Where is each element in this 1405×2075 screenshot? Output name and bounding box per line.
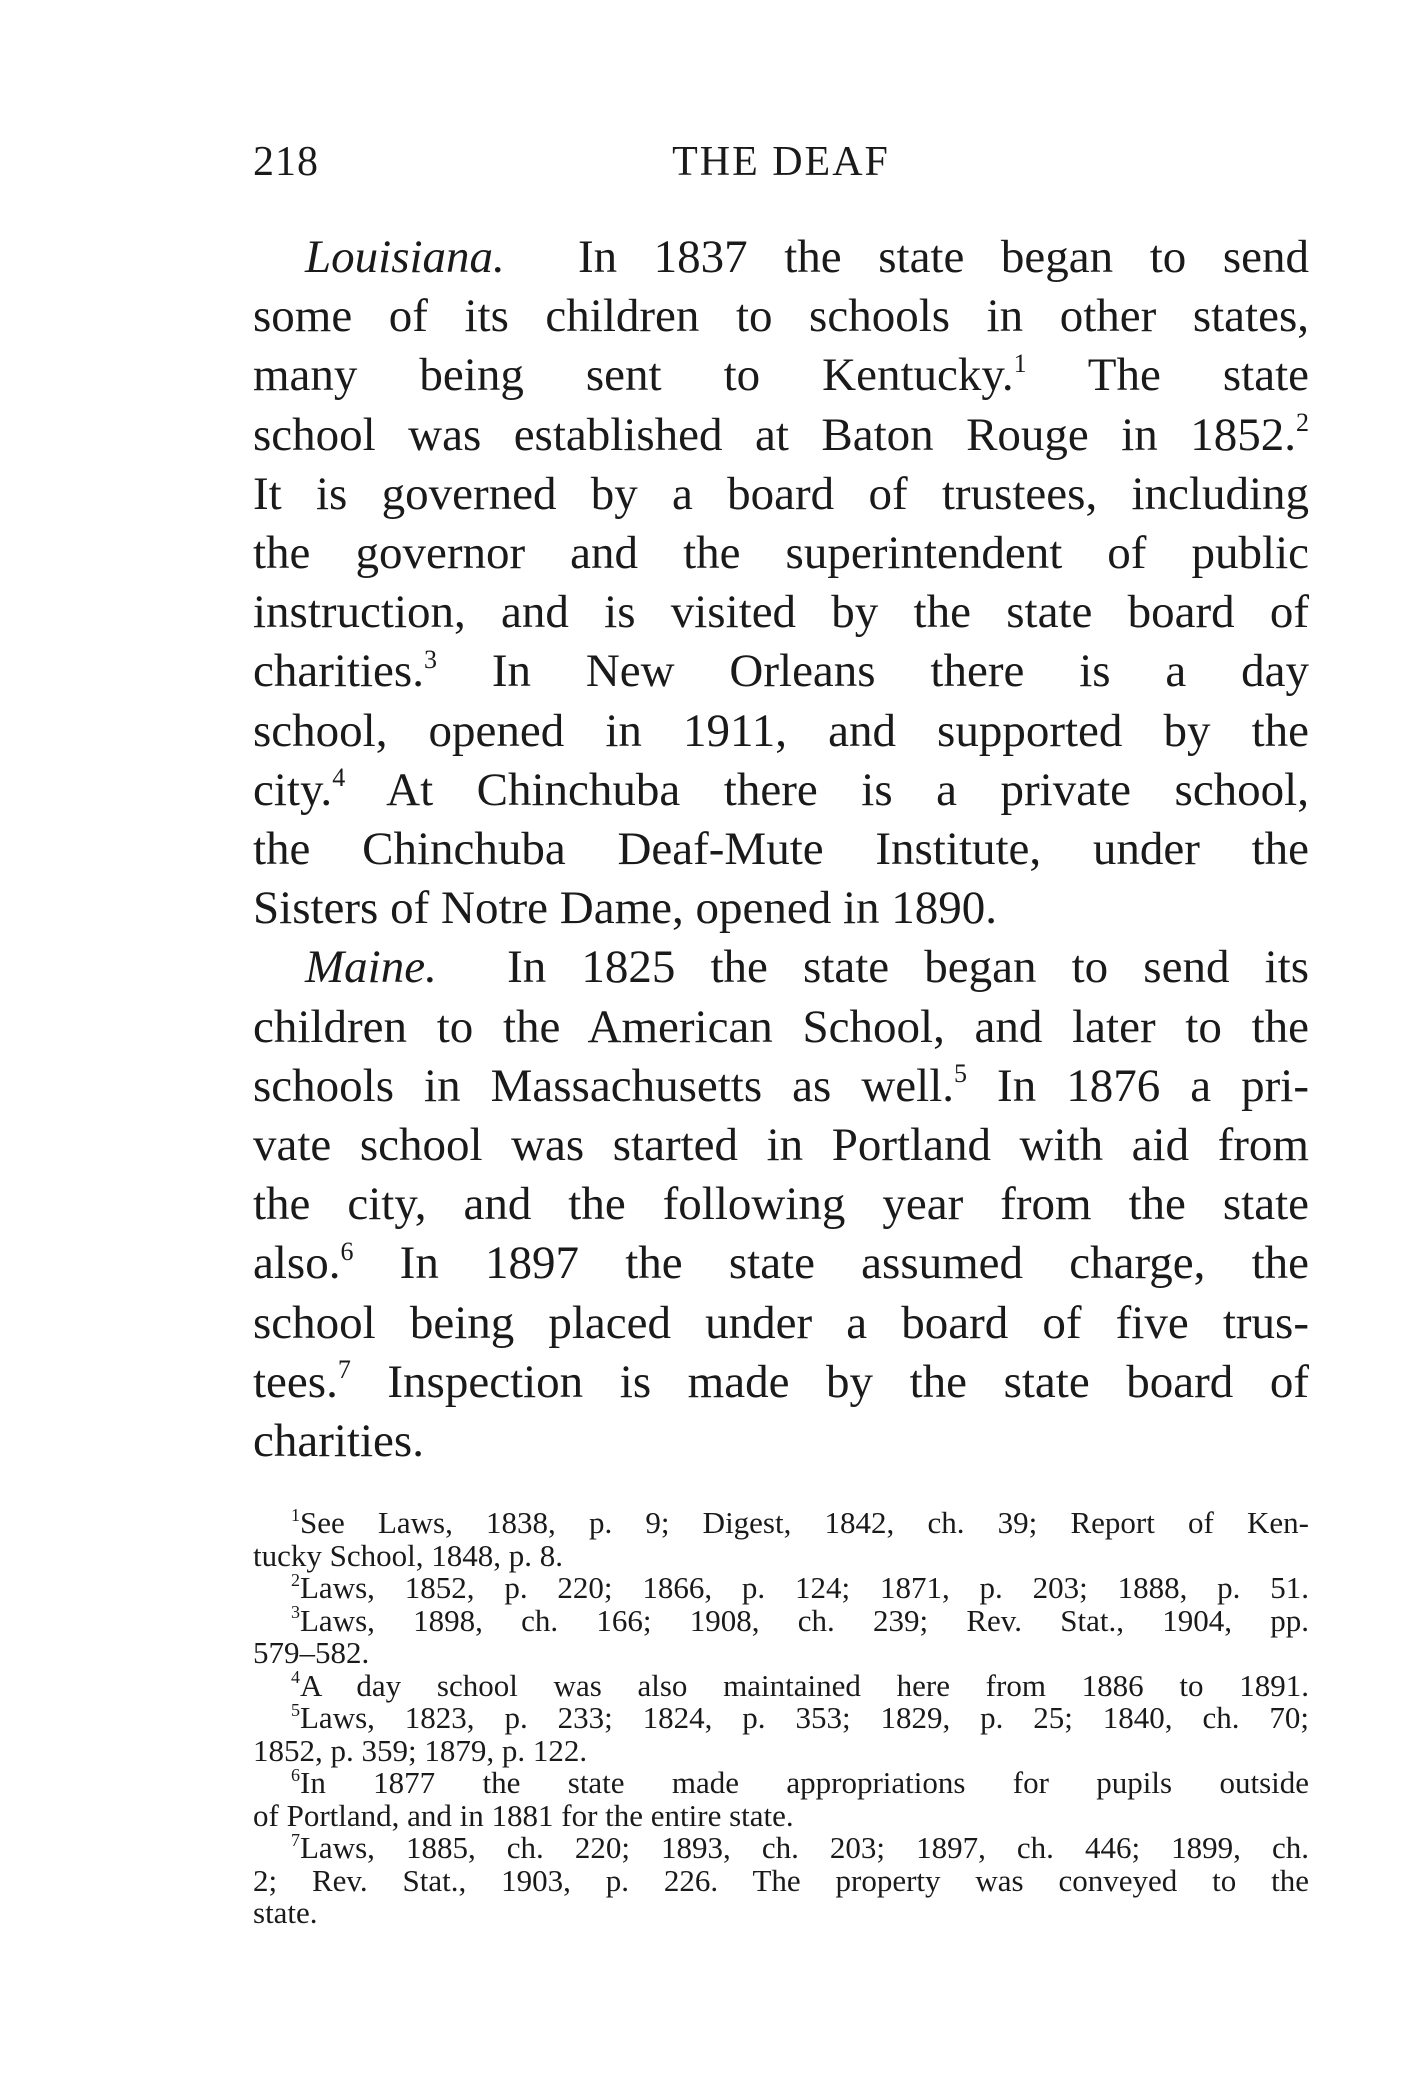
footnote-4: $^4$A day school was also maintained here from 1886 to 1891. bbox=[291, 1667, 1309, 1703]
body-text bbox=[253, 228, 1309, 1471]
footnote-3: $^3$Laws, 1898, ch. 166; 1908, ch. 239; Rev. Stat., 1904, pp. bbox=[291, 1602, 1309, 1638]
footnote-ref[interactable]: 4 bbox=[332, 763, 346, 793]
text-line: instruction, and is visited by the state board of bbox=[253, 586, 1309, 639]
footnote-ref[interactable]: 7 bbox=[337, 1355, 351, 1385]
footnote-6: $^6$In 1877 the state made appropriations for pupils outside bbox=[291, 1764, 1309, 1800]
footnote-1: $^1$See Laws, 1838, p. 9; Digest, 1842, ch. 39; Report of Ken- bbox=[291, 1504, 1309, 1540]
footnote-line: 1852, p. 359; 1879, p. 122. bbox=[253, 1732, 588, 1768]
footnote-marker: 3 bbox=[291, 1602, 300, 1623]
text-line: charities.$^3$ In New Orleans there is a day bbox=[253, 644, 1310, 698]
running-title: THE DEAF bbox=[672, 139, 890, 185]
text-line: many being sent to Kentucky.$^1$ The state bbox=[253, 348, 1309, 402]
footnote-line: of Portland, and in 1881 for the entire state. bbox=[253, 1797, 794, 1833]
footnote-ref[interactable]: 6 bbox=[340, 1236, 354, 1266]
footnote-ref[interactable]: 1 bbox=[1013, 348, 1027, 378]
footnote-ref[interactable]: 3 bbox=[423, 644, 437, 674]
text-line: school, opened in 1911, and supported by the bbox=[253, 704, 1309, 757]
footnote-line: state. bbox=[253, 1895, 318, 1930]
footnote-marker: 6 bbox=[291, 1764, 300, 1785]
footnote-marker: 1 bbox=[291, 1504, 300, 1525]
footnotes bbox=[253, 1504, 1309, 1930]
text-line: the governor and the superintendent of public bbox=[253, 527, 1309, 580]
footnote-5: $^5$Laws, 1823, p. 233; 1824, p. 353; 1829, p. 25; 1840, ch. 70; bbox=[291, 1699, 1309, 1735]
footnote-marker: 2 bbox=[291, 1569, 300, 1590]
footnote-ref[interactable]: 2 bbox=[1296, 407, 1309, 437]
text-line: Maine. In 1825 the state began to send its bbox=[305, 941, 1309, 994]
footnote-line: 579–582. bbox=[253, 1635, 370, 1670]
footnote-marker: 4 bbox=[291, 1667, 300, 1688]
text-line: the Chinchuba Deaf-Mute Institute, under the bbox=[253, 823, 1309, 876]
text-line: tees.$^7$ Inspection is made by the state board of bbox=[253, 1355, 1310, 1408]
footnote-marker: 5 bbox=[291, 1699, 300, 1720]
text-line: also.$^6$ In 1897 the state assumed charge, the bbox=[253, 1236, 1309, 1290]
text-line: vate school was started in Portland with aid from bbox=[253, 1119, 1309, 1172]
running-head bbox=[253, 138, 1309, 198]
text-line: Sisters of Notre Dame, opened in 1890. bbox=[253, 882, 998, 935]
text-line: It is governed by a board of trustees, including bbox=[253, 467, 1309, 520]
text-line: city.$^4$ At Chinchuba there is a private school, bbox=[253, 763, 1309, 816]
footnote-marker: 7 bbox=[291, 1829, 300, 1850]
section-heading-maine: Maine. bbox=[305, 941, 437, 994]
footnote-ref[interactable]: 5 bbox=[954, 1059, 968, 1089]
text-line: the city, and the following year from the state bbox=[253, 1178, 1309, 1231]
section-heading-louisiana: Louisiana. bbox=[305, 231, 505, 283]
text-line: schools in Massachusetts as well.$^5$ In 1876 a pri- bbox=[253, 1059, 1310, 1112]
page-number: 218 bbox=[253, 139, 319, 185]
paragraph-louisiana bbox=[253, 228, 1309, 938]
text-line: some of its children to schools in other states, bbox=[253, 290, 1309, 343]
text-line: charities. bbox=[253, 1415, 424, 1468]
footnote-line: tucky School, 1848, p. 8. bbox=[253, 1537, 563, 1573]
text-line: school being placed under a board of five trus- bbox=[253, 1296, 1309, 1349]
paragraph-maine bbox=[253, 938, 1309, 1471]
footnote-2: $^2$Laws, 1852, p. 220; 1866, p. 124; 1871, p. 203; 1888, p. 51. bbox=[291, 1569, 1309, 1605]
text-line: Louisiana. In 1837 the state began to send bbox=[305, 231, 1309, 283]
text-line: school was established at Baton Rouge in 1852.$^2$ bbox=[253, 407, 1309, 461]
footnote-7: $^7$Laws, 1885, ch. 220; 1893, ch. 203; 1897, ch. 446; 1899, ch. bbox=[291, 1829, 1309, 1865]
footnote-line: 2; Rev. Stat., 1903, p. 226. The property was conveyed to the bbox=[253, 1862, 1309, 1898]
text-line: children to the American School, and later to the bbox=[253, 1000, 1309, 1053]
